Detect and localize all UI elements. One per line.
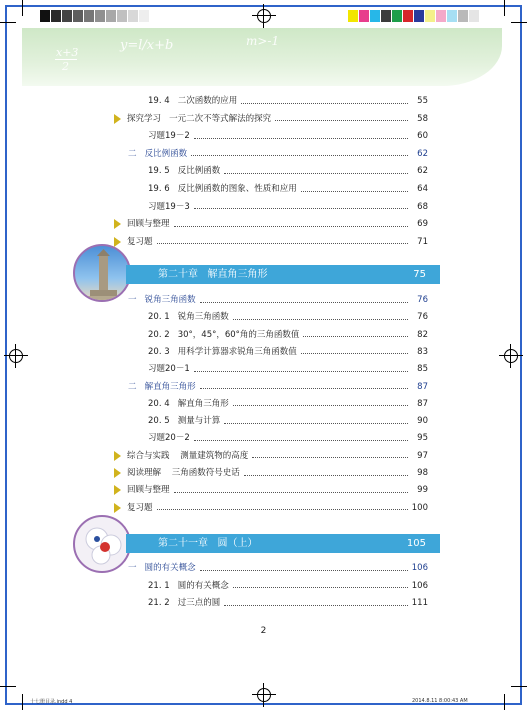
dot-leader bbox=[174, 492, 408, 493]
toc-entry-title: 习题19－3 bbox=[148, 201, 190, 212]
toc-entry[interactable] bbox=[0, 128, 527, 144]
dot-leader bbox=[200, 388, 408, 389]
crop-mark bbox=[0, 686, 16, 687]
toc-entry[interactable] bbox=[0, 578, 527, 594]
toc-entry[interactable] bbox=[0, 146, 527, 162]
dot-leader bbox=[174, 226, 408, 227]
toc-entry[interactable] bbox=[0, 361, 527, 377]
toc-entry[interactable] bbox=[0, 234, 527, 250]
chapter-20-page: 75 bbox=[413, 269, 426, 280]
toc-entry-page: 95 bbox=[417, 433, 428, 444]
toc-entry-title: 复习题 bbox=[127, 502, 153, 513]
bullet-triangle-icon bbox=[114, 237, 121, 247]
toc-entry-title: 19. 4 二次函数的应用 bbox=[148, 96, 238, 106]
header-math-fraction-top: x+3 bbox=[56, 46, 79, 59]
toc-entry[interactable] bbox=[0, 430, 527, 446]
page-number: 2 bbox=[260, 626, 267, 636]
bullet-triangle-icon bbox=[114, 451, 121, 461]
toc-entry[interactable] bbox=[0, 560, 527, 576]
chapter-20-label: 第二十章 bbox=[158, 269, 198, 280]
toc-entry-page: 87 bbox=[417, 381, 428, 392]
toc-entry-title: 20. 5 测量与计算 bbox=[148, 416, 221, 427]
chapter-21-label: 第二十一章 bbox=[158, 538, 208, 549]
toc-entry[interactable] bbox=[0, 163, 527, 179]
toc-entry-page: 68 bbox=[417, 201, 428, 212]
header-band bbox=[22, 28, 502, 86]
toc-entry[interactable] bbox=[0, 595, 527, 611]
toc-entry-page: 99 bbox=[417, 485, 428, 496]
toc-entry-title: 20. 1 锐角三角函数 bbox=[148, 312, 229, 323]
dot-leader bbox=[194, 371, 408, 372]
toc-entry[interactable] bbox=[0, 309, 527, 325]
toc-entry-page: 82 bbox=[417, 329, 428, 340]
header-math-inequality: m>-1 bbox=[246, 34, 280, 48]
toc-entry[interactable] bbox=[0, 344, 527, 360]
toc-entry-title: 习题20－2 bbox=[148, 433, 190, 444]
dot-leader bbox=[241, 103, 408, 104]
dot-leader bbox=[301, 353, 408, 354]
toc-entry-page: 90 bbox=[417, 416, 428, 427]
toc-entry-page: 111 bbox=[411, 598, 428, 609]
dot-leader bbox=[275, 120, 408, 121]
toc-entry-page: 58 bbox=[417, 113, 428, 124]
registration-mark bbox=[252, 683, 276, 707]
toc-entry-title: 一 锐角三角函数 bbox=[128, 295, 196, 305]
toc-entry-page: 62 bbox=[417, 148, 428, 159]
toc-entry[interactable] bbox=[0, 379, 527, 395]
toc-entry-page: 85 bbox=[417, 364, 428, 375]
dot-leader bbox=[224, 173, 408, 174]
toc-entry-title: 20. 4 解直角三角形 bbox=[148, 398, 229, 409]
header-math-fraction-bottom: 2 bbox=[62, 60, 69, 73]
toc-entry-title: 探究学习 一元二次不等式解法的探究 bbox=[127, 113, 272, 124]
dot-leader bbox=[224, 605, 408, 606]
toc-entry-title: 二 解直角三角形 bbox=[128, 381, 196, 392]
bullet-triangle-icon bbox=[114, 485, 121, 495]
crop-mark bbox=[22, 694, 23, 710]
toc-entry-title: 20. 3 用科学计算器求锐角三角函数值 bbox=[148, 346, 297, 357]
toc-entry[interactable] bbox=[0, 465, 527, 481]
toc-entry[interactable] bbox=[0, 199, 527, 215]
chapter-21-header[interactable] bbox=[126, 534, 440, 553]
dot-leader bbox=[252, 457, 408, 458]
toc-entry-page: 55 bbox=[417, 96, 428, 106]
toc-entry-page: 76 bbox=[417, 295, 428, 305]
toc-entry-title: 21. 2 过三点的圆 bbox=[148, 598, 221, 609]
dot-leader bbox=[200, 302, 408, 303]
dot-leader bbox=[233, 319, 408, 320]
toc-entry[interactable] bbox=[0, 93, 527, 109]
toc-entry-page: 76 bbox=[417, 312, 428, 323]
bullet-triangle-icon bbox=[114, 114, 121, 124]
dot-leader bbox=[200, 570, 408, 571]
toc-entry-page: 106 bbox=[411, 580, 428, 591]
chapter-21-title: 圆（上） bbox=[217, 538, 258, 549]
toc-entry-page: 71 bbox=[417, 236, 428, 247]
color-strip bbox=[348, 10, 480, 22]
toc-entry-page: 97 bbox=[417, 450, 428, 461]
toc-entry[interactable] bbox=[0, 413, 527, 429]
toc-entry-title: 20. 2 30°，45°，60°角的三角函数值 bbox=[148, 329, 300, 340]
toc-entry-page: 106 bbox=[411, 563, 428, 573]
footer-file-info: 十七册目录.indd 4 bbox=[30, 699, 73, 705]
grayscale-strip bbox=[40, 10, 150, 22]
toc-entry-page: 62 bbox=[417, 166, 428, 177]
crop-mark bbox=[511, 22, 527, 23]
toc-entry[interactable] bbox=[0, 482, 527, 498]
bullet-triangle-icon bbox=[114, 219, 121, 229]
toc-entry-title: 回顾与整理 bbox=[127, 485, 170, 496]
bullet-triangle-icon bbox=[114, 468, 121, 478]
toc-entry-title: 综合与实践 测量建筑物的高度 bbox=[127, 450, 249, 461]
toc-entry-page: 87 bbox=[417, 398, 428, 409]
toc-entry-title: 习题20－1 bbox=[148, 364, 190, 375]
chapter-20-title: 解直角三角形 bbox=[207, 269, 268, 280]
toc-entry-title: 21. 1 圆的有关概念 bbox=[148, 580, 229, 591]
dot-leader bbox=[244, 475, 408, 476]
dot-leader bbox=[157, 509, 408, 510]
toc-entry[interactable] bbox=[0, 181, 527, 197]
toc-entry-title: 回顾与整理 bbox=[127, 219, 170, 230]
toc-entry[interactable] bbox=[0, 396, 527, 412]
footer-timestamp: 2014.8.11 8:00:43 AM bbox=[412, 698, 468, 704]
toc-entry[interactable] bbox=[0, 216, 527, 232]
toc-entry-title: 复习题 bbox=[127, 236, 153, 247]
dot-leader bbox=[303, 336, 408, 337]
crop-mark bbox=[504, 0, 505, 16]
toc-entry[interactable] bbox=[0, 500, 527, 516]
toc-entry-title: 一 圆的有关概念 bbox=[128, 563, 196, 573]
dot-leader bbox=[233, 587, 408, 588]
toc-entry-page: 83 bbox=[417, 346, 428, 357]
toc-entry-page: 100 bbox=[411, 502, 428, 513]
dot-leader bbox=[233, 405, 408, 406]
toc-entry[interactable] bbox=[0, 448, 527, 464]
dot-leader bbox=[301, 191, 408, 192]
toc-entry[interactable] bbox=[0, 292, 527, 308]
toc-entry[interactable] bbox=[0, 327, 527, 343]
toc-entry-title: 二 反比例函数 bbox=[128, 148, 188, 159]
dot-leader bbox=[191, 155, 408, 156]
toc-entry-page: 69 bbox=[417, 219, 428, 230]
toc-entry-title: 19. 6 反比例函数的图象、性质和应用 bbox=[148, 184, 297, 194]
header-math-equation: y=l/x+b bbox=[120, 38, 174, 53]
toc-entry-page: 60 bbox=[417, 131, 428, 142]
chapter-21-page: 105 bbox=[406, 538, 426, 549]
registration-mark bbox=[252, 4, 276, 28]
toc-entry-page: 98 bbox=[417, 468, 428, 478]
dot-leader bbox=[194, 208, 408, 209]
crop-mark bbox=[511, 686, 527, 687]
toc-entry-title: 阅读理解 三角函数符号史话 bbox=[127, 468, 240, 478]
chapter-20-header[interactable] bbox=[126, 265, 440, 284]
dot-leader bbox=[157, 243, 408, 244]
dot-leader bbox=[194, 440, 408, 441]
crop-mark bbox=[504, 694, 505, 710]
toc-entry-title: 19. 5 反比例函数 bbox=[148, 166, 221, 177]
crop-mark bbox=[22, 0, 23, 16]
toc-entry-page: 64 bbox=[417, 184, 428, 194]
toc-entry[interactable] bbox=[0, 111, 527, 127]
dot-leader bbox=[194, 138, 408, 139]
crop-mark bbox=[0, 22, 16, 23]
dot-leader bbox=[224, 423, 408, 424]
toc-entry-title: 习题19－2 bbox=[148, 131, 190, 142]
bullet-triangle-icon bbox=[114, 503, 121, 513]
